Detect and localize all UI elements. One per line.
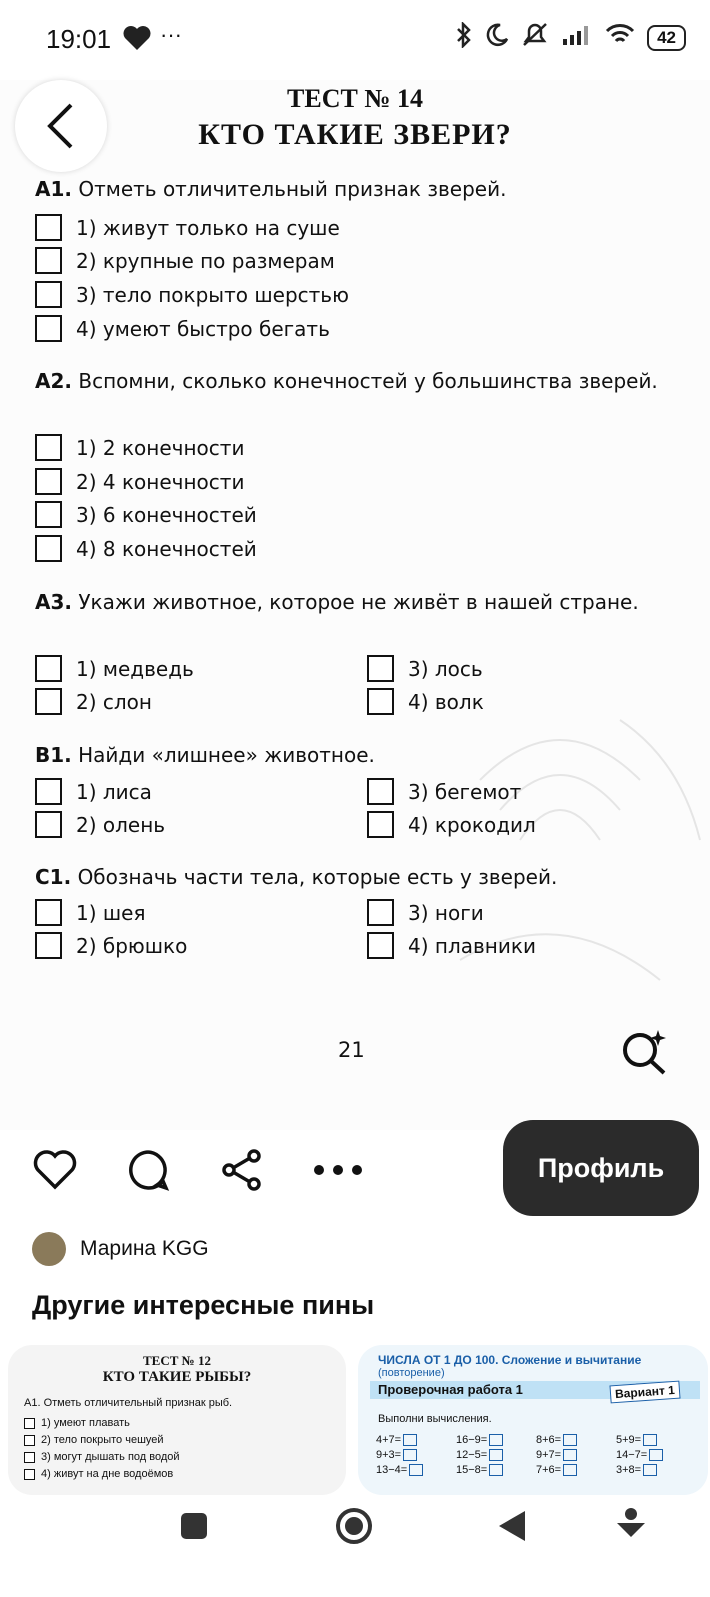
option-label: 1) лиса	[76, 779, 152, 804]
back-button[interactable]	[15, 80, 107, 172]
checkbox[interactable]	[367, 811, 394, 838]
question-number: А3.	[35, 590, 72, 614]
option-label: 1) шея	[76, 900, 146, 925]
option-label: 2) крупные по размерам	[76, 248, 335, 273]
bluetooth-icon	[455, 22, 473, 53]
thumb2-grid-cell: 8+6=	[536, 1433, 616, 1448]
thumb2-grid-cell: 13−4=	[376, 1463, 456, 1478]
checkbox[interactable]	[35, 214, 62, 241]
share-icon	[220, 1148, 264, 1192]
option-c1-4[interactable]	[367, 932, 536, 959]
action-bar	[0, 1120, 710, 1230]
question-text: Укажи животное, которое не живёт в нашей стране.	[78, 590, 639, 614]
option-a1-2[interactable]	[35, 247, 335, 274]
option-label: 1) медведь	[76, 656, 194, 681]
author-row[interactable]	[32, 1232, 209, 1266]
option-b1-3[interactable]	[367, 778, 521, 805]
thumb2-grid-row	[376, 1433, 696, 1448]
status-more: ···	[160, 22, 182, 47]
test-title: КТО ТАКИЕ ЗВЕРИ?	[198, 118, 512, 151]
option-a2-3[interactable]	[35, 501, 257, 528]
pin-image[interactable]	[0, 80, 710, 1130]
back-nav-button[interactable]	[497, 1509, 527, 1548]
option-label: 3) тело покрыто шерстью	[76, 282, 349, 307]
thumb2-grid-cell: 16−9=	[456, 1433, 536, 1448]
thumb2-grid-row	[376, 1448, 696, 1463]
back-arrow-icon	[45, 102, 77, 150]
option-label: 2) слон	[76, 689, 152, 714]
signal-icon	[561, 23, 593, 52]
thumb2-grid-cell: 9+7=	[536, 1448, 616, 1463]
option-a3-4[interactable]	[367, 688, 484, 715]
question-a1	[35, 175, 685, 203]
checkbox[interactable]	[35, 535, 62, 562]
option-label: 1) живут только на суше	[76, 215, 340, 240]
option-label: 2) 4 конечности	[76, 469, 245, 494]
square-icon	[180, 1512, 208, 1540]
status-bar	[0, 0, 710, 80]
option-b1-1[interactable]	[35, 778, 152, 805]
checkbox[interactable]	[35, 688, 62, 715]
system-nav-bar	[0, 1495, 710, 1597]
checkbox[interactable]	[35, 778, 62, 805]
share-button[interactable]	[212, 1140, 272, 1200]
question-number: А2.	[35, 369, 72, 393]
option-a1-3[interactable]	[35, 281, 349, 308]
thumb2-variant: Вариант 1	[609, 1381, 680, 1404]
thumb-question: А1. Отметь отличительный признак рыб.	[24, 1397, 233, 1409]
thumb2-title: ЧИСЛА ОТ 1 ДО 100. Сложение и вычитание	[378, 1353, 642, 1367]
option-label: 4) крокодил	[408, 812, 536, 837]
home-button[interactable]	[335, 1507, 373, 1550]
moon-icon	[485, 22, 509, 53]
checkbox[interactable]	[35, 247, 62, 274]
checkbox[interactable]	[367, 688, 394, 715]
status-time: 19:01	[46, 24, 112, 54]
related-pin-1[interactable]	[8, 1345, 346, 1495]
thumb2-grid-row	[376, 1463, 696, 1478]
question-number: В1.	[35, 743, 72, 767]
section-title: Другие интересные пины	[32, 1290, 375, 1320]
question-b1	[35, 741, 685, 769]
thumb-option: 3) могут дышать под водой	[24, 1449, 180, 1466]
related-pin-2[interactable]	[358, 1345, 708, 1495]
thumb2-task: Выполни вычисления.	[378, 1413, 492, 1425]
thumb2-grid	[376, 1433, 696, 1478]
wifi-icon	[605, 23, 635, 52]
option-b1-4[interactable]	[367, 811, 536, 838]
option-c1-1[interactable]	[35, 899, 146, 926]
thumb2-work: Проверочная работа 1	[378, 1382, 523, 1397]
profile-button[interactable]: Профиль	[503, 1120, 699, 1216]
thumb-option: 4) живут на дне водоёмов	[24, 1466, 180, 1483]
question-text: Найди «лишнее» животное.	[78, 743, 375, 767]
thumb-option: 1) умеют плавать	[24, 1415, 180, 1432]
option-a2-4[interactable]	[35, 535, 257, 562]
down-arrow-person-icon	[614, 1507, 648, 1543]
option-a2-2[interactable]	[35, 468, 244, 495]
comment-button[interactable]	[118, 1140, 178, 1200]
checkbox[interactable]	[35, 501, 62, 528]
checkbox[interactable]	[35, 434, 62, 461]
option-label: 2) олень	[76, 812, 166, 837]
thumb2-grid-cell: 9+3=	[376, 1448, 456, 1463]
checkbox[interactable]	[35, 932, 62, 959]
option-label: 3) ноги	[408, 900, 484, 925]
question-a3	[35, 588, 685, 616]
option-a3-3[interactable]	[367, 655, 483, 682]
more-button[interactable]	[308, 1140, 368, 1200]
test-number: ТЕСТ № 14	[287, 84, 423, 113]
question-text: Отметь отличительный признак зверей.	[78, 177, 507, 201]
thumb2-subtitle: (повторение)	[378, 1367, 445, 1379]
thumb2-grid-cell: 12−5=	[456, 1448, 536, 1463]
thumb2-grid-cell: 4+7=	[376, 1433, 456, 1448]
option-label: 3) 6 конечностей	[76, 502, 257, 527]
visual-search-icon[interactable]	[620, 1026, 670, 1081]
checkbox[interactable]	[35, 899, 62, 926]
more-icon	[313, 1164, 363, 1176]
thumb2-grid-cell: 15−8=	[456, 1463, 536, 1478]
option-label: 3) лось	[408, 656, 483, 681]
mute-icon	[521, 22, 549, 53]
option-label: 2) брюшко	[76, 933, 188, 958]
option-b1-2[interactable]	[35, 811, 165, 838]
question-number: С1.	[35, 865, 72, 889]
option-a1-1[interactable]	[35, 214, 340, 241]
like-button[interactable]	[25, 1140, 85, 1200]
heart-status-icon	[122, 24, 152, 57]
triangle-back-icon	[497, 1509, 527, 1543]
thumb2-grid-cell: 3+8=	[616, 1463, 696, 1478]
option-a3-1[interactable]	[35, 655, 194, 682]
option-a2-1[interactable]	[35, 434, 244, 461]
author-name[interactable]: Марина KGG	[80, 1237, 209, 1260]
option-label: 4) волк	[408, 689, 484, 714]
question-c1	[35, 863, 685, 891]
home-circle-icon	[335, 1507, 373, 1545]
question-text: Вспомни, сколько конечностей у большинства зверей.	[78, 369, 658, 393]
checkbox[interactable]	[367, 778, 394, 805]
recents-button[interactable]	[180, 1512, 208, 1545]
checkbox[interactable]	[35, 315, 62, 342]
assistant-button[interactable]	[614, 1507, 648, 1548]
thumb-test-number: ТЕСТ № 12	[143, 1353, 211, 1368]
option-label: 1) 2 конечности	[76, 435, 245, 460]
option-a3-2[interactable]	[35, 688, 152, 715]
heart-icon	[33, 1150, 77, 1190]
comment-icon	[126, 1148, 170, 1192]
battery-indicator: 42	[647, 25, 686, 51]
thumb-options	[24, 1415, 180, 1483]
checkbox[interactable]	[35, 811, 62, 838]
option-c1-3[interactable]	[367, 899, 484, 926]
checkbox[interactable]	[367, 655, 394, 682]
checkbox[interactable]	[35, 468, 62, 495]
checkbox[interactable]	[367, 932, 394, 959]
question-number: А1.	[35, 177, 72, 201]
checkbox[interactable]	[35, 655, 62, 682]
option-label: 3) бегемот	[408, 779, 522, 804]
page-number: 21	[338, 1038, 365, 1062]
question-a2	[35, 367, 685, 395]
thumb2-grid-cell: 7+6=	[536, 1463, 616, 1478]
option-a1-4[interactable]	[35, 315, 330, 342]
option-label: 4) плавники	[408, 933, 536, 958]
avatar[interactable]	[32, 1232, 66, 1266]
thumb-option: 2) тело покрыто чешуей	[24, 1432, 180, 1449]
question-text: Обозначь части тела, которые есть у зверей.	[77, 865, 558, 889]
option-c1-2[interactable]	[35, 932, 187, 959]
thumb-test-title: КТО ТАКИЕ РЫБЫ?	[102, 1369, 252, 1385]
option-label: 4) умеют быстро бегать	[76, 316, 330, 341]
option-label: 4) 8 конечностей	[76, 536, 257, 561]
thumb2-grid-cell: 5+9=	[616, 1433, 696, 1448]
checkbox[interactable]	[35, 281, 62, 308]
thumb2-grid-cell: 14−7=	[616, 1448, 696, 1463]
checkbox[interactable]	[367, 899, 394, 926]
